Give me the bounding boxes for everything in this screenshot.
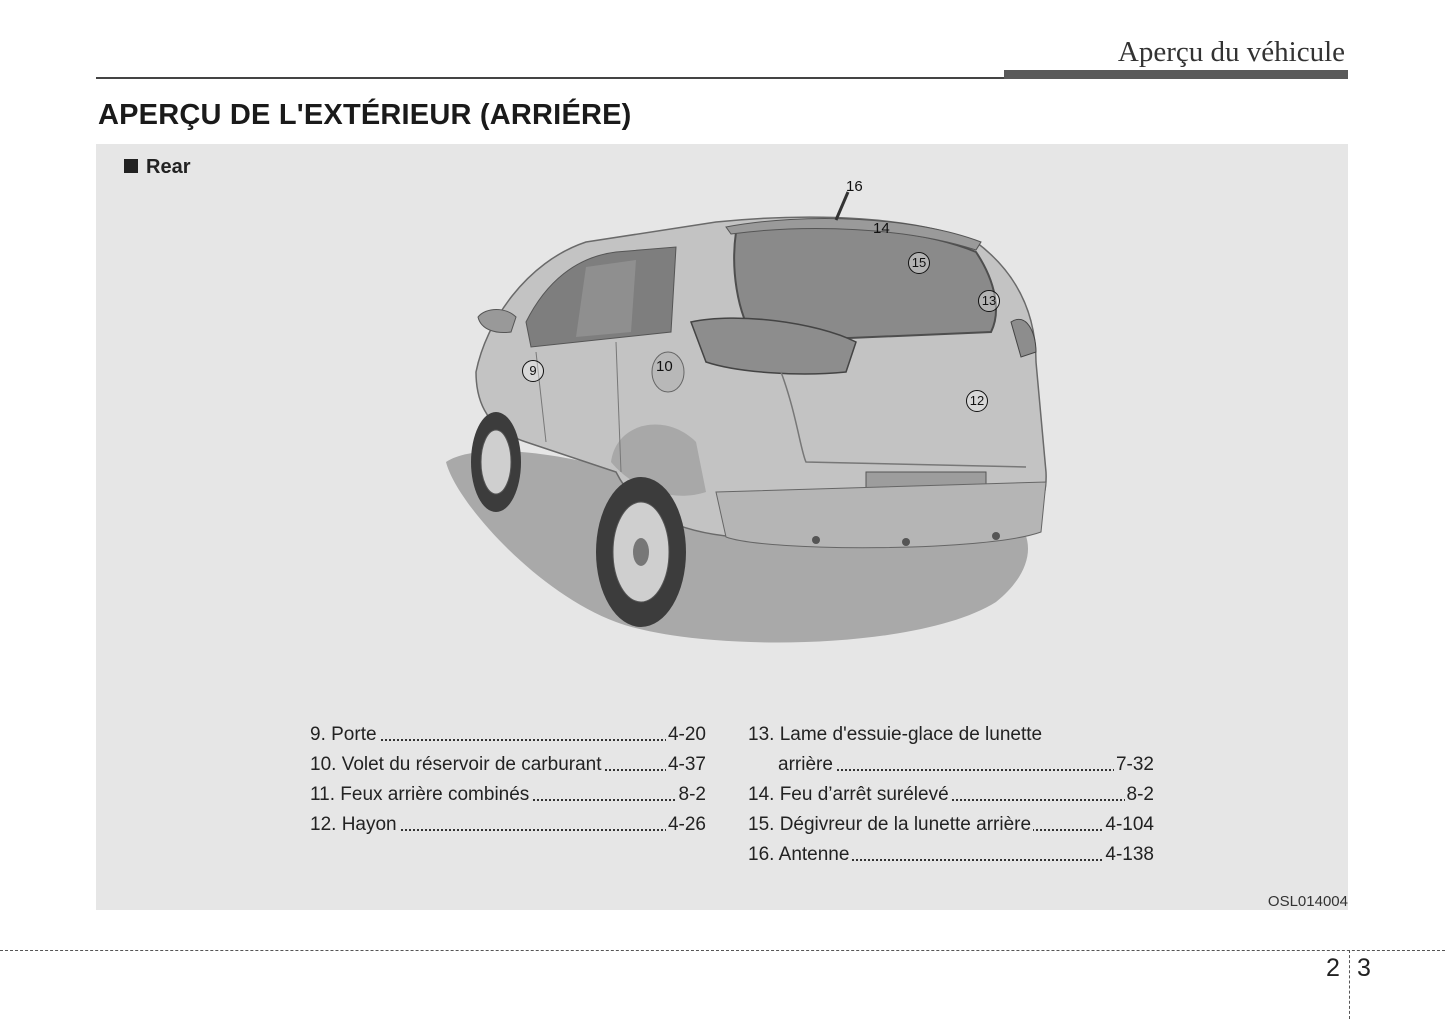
rear-label: Rear xyxy=(124,156,190,179)
list-item-continuation: arrière 7-32 xyxy=(748,750,1154,780)
parts-list-left xyxy=(310,720,706,840)
illustration-panel xyxy=(96,144,1348,910)
parts-list-right xyxy=(748,720,1154,870)
list-item: 15. Dégivreur de la lunette arrière 4-104 xyxy=(748,810,1154,840)
list-item: 16. Antenne 4-138 xyxy=(748,840,1154,870)
page-number: 3 xyxy=(1357,954,1371,982)
vehicle-rear-illustration xyxy=(436,172,1066,652)
callout-14: 14 xyxy=(873,220,890,237)
callout-16: 16 xyxy=(846,178,863,195)
callout-10: 10 xyxy=(656,358,673,375)
callout-12: 12 xyxy=(966,390,988,412)
callout-13: 13 xyxy=(978,290,1000,312)
figure-code: OSL014004 xyxy=(1267,893,1348,910)
list-item: 10. Volet du réservoir de carburant 4-37 xyxy=(310,750,706,780)
chapter-number: 2 xyxy=(1326,954,1340,982)
car-drawing xyxy=(436,172,1066,652)
header-rule xyxy=(96,77,1006,79)
footer-divider xyxy=(0,950,1445,951)
callout-9: 9 xyxy=(522,360,544,382)
chapter-title: Aperçu du véhicule xyxy=(1117,36,1345,68)
callout-15: 15 xyxy=(908,252,930,274)
list-item: 11. Feux arrière combinés 8-2 xyxy=(310,780,706,810)
section-title: APERÇU DE L'EXTÉRIEUR (ARRIÉRE) xyxy=(98,99,632,131)
list-item: 9. Porte 4-20 xyxy=(310,720,706,750)
list-item: 13. Lame d'essuie-glace de lunette xyxy=(748,724,1043,745)
square-bullet-icon xyxy=(124,159,138,173)
list-item: 12. Hayon 4-26 xyxy=(310,810,706,840)
list-item: 14. Feu d’arrêt surélevé 8-2 xyxy=(748,780,1154,810)
header-rule-accent xyxy=(1004,70,1348,79)
page-number-divider xyxy=(1349,950,1350,1019)
